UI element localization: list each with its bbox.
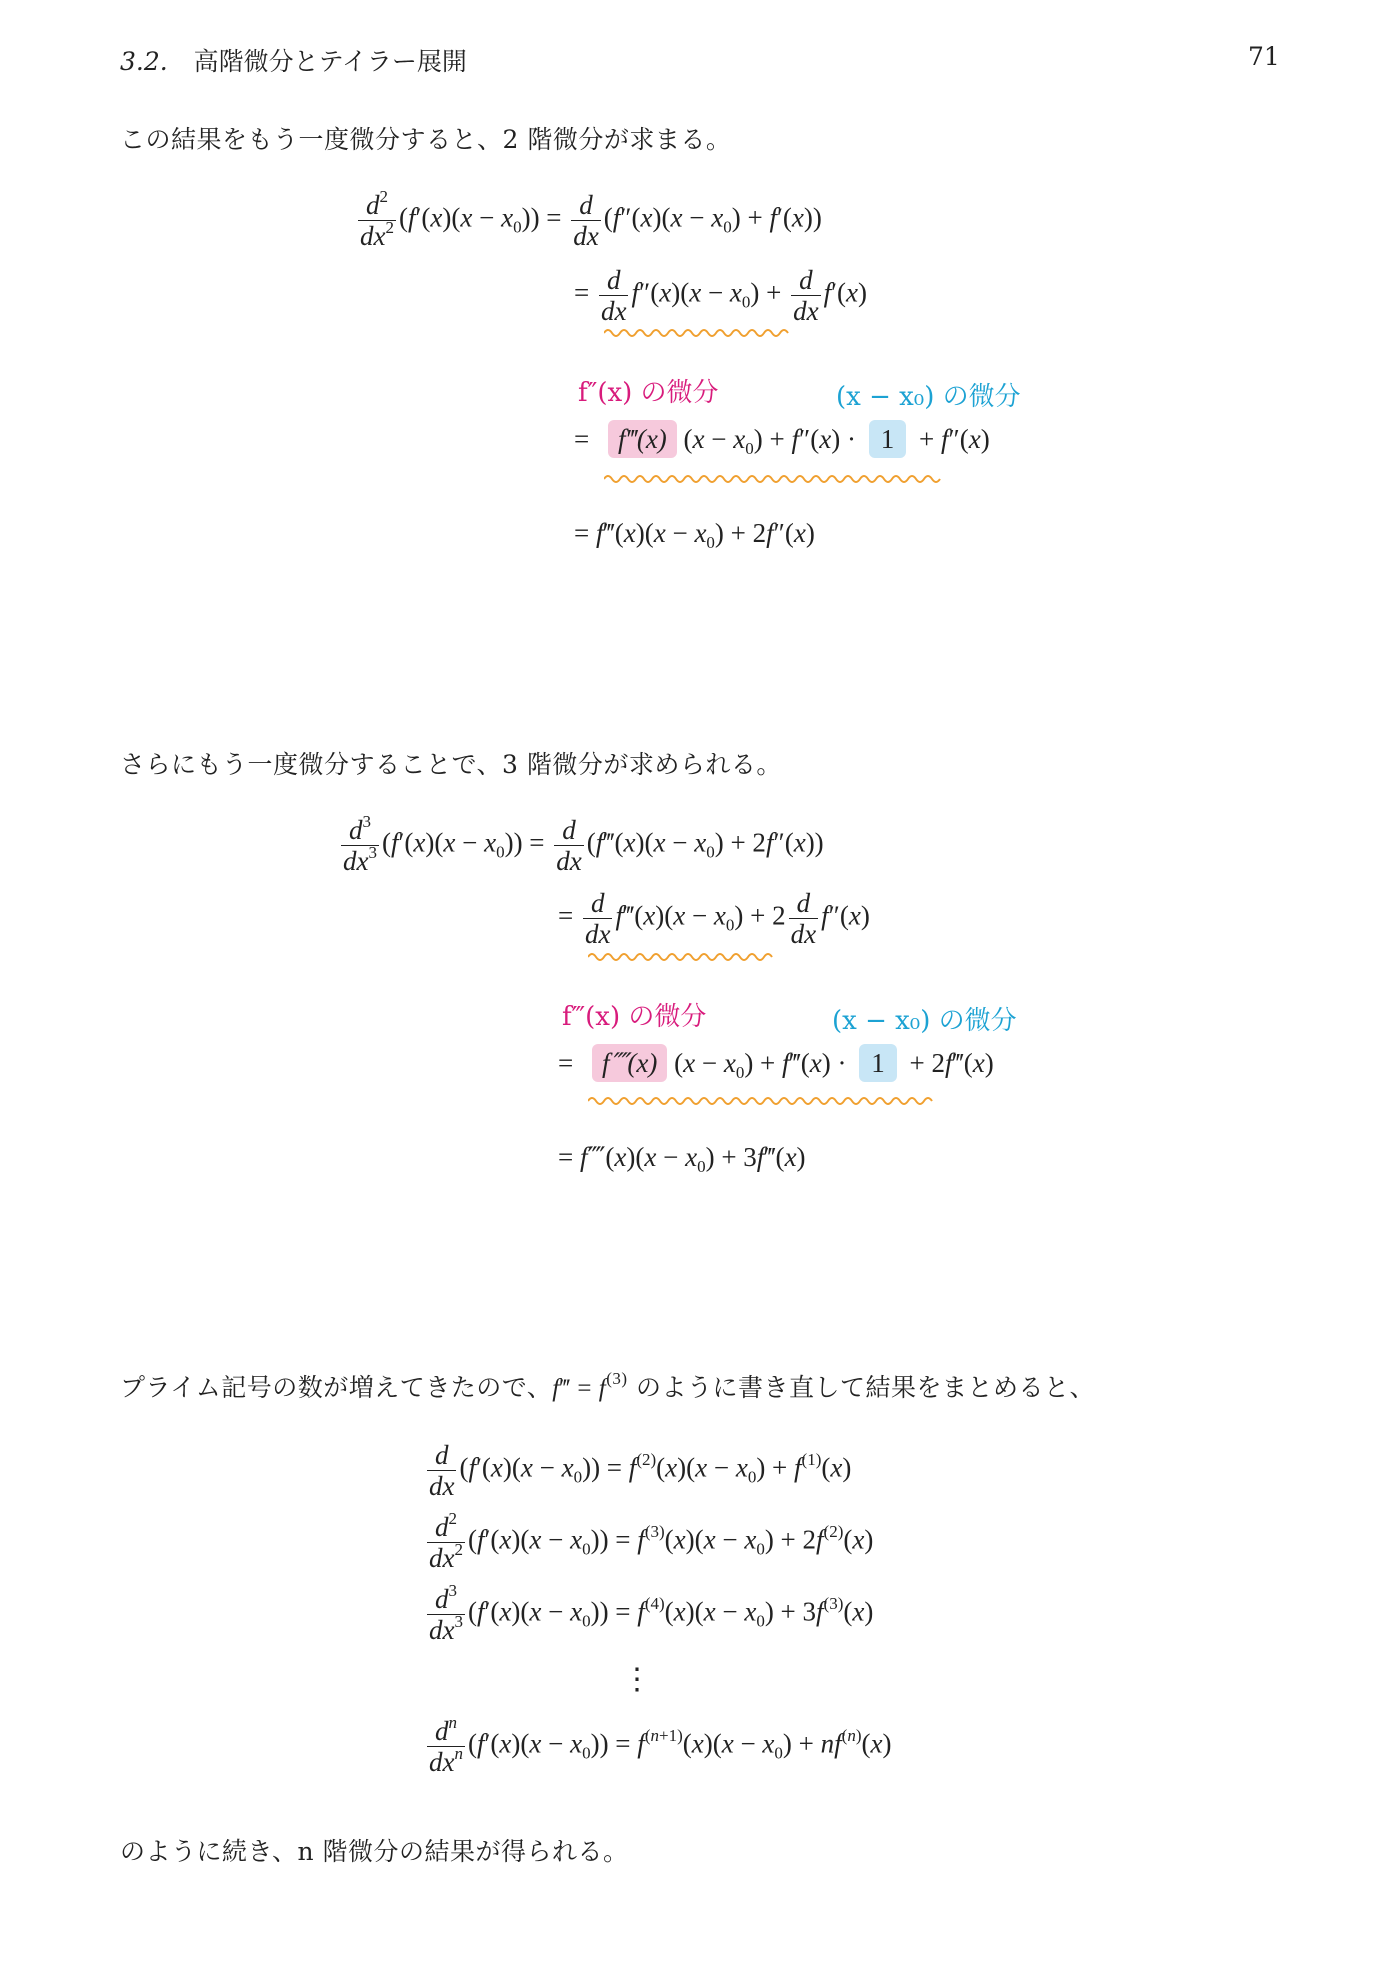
- equation-block-2: $\frac{d^3}{dx^3}$ $(f'(x)(x - x_0))$ = $\frac{d}{dx}$ (f‴(x)(x − $x_0) + 2f''(x)$): [343, 812, 824, 876]
- equation-line-1c: = f‴(x) $(x - x_0) + f''(x) \cdot 1 + f''(x)$: [574, 424, 990, 455]
- equation-block-1: $\frac{d^2}{dx^2}$ $(f'(x)(x - x_0))$ = $\frac{d}{dx}$ $(f''(x)(x - x_0) + f'(x))$: [360, 187, 822, 251]
- summary-row-1: $\frac{d}{dx}$ $(f'(x)(x - x_0)) = f^{(2)}(x)(x - x_0) + f^{(1)}(x)$: [429, 1440, 852, 1501]
- annotation-blue-1: (x − x₀) の微分: [836, 382, 1021, 412]
- equation-line-2d: = f⁗(x)(x − $x_0$) + 3f‴(x): [558, 1142, 806, 1176]
- summary-row-n: $\frac{d^n}{dx^n}$ $(f'(x)(x - x_0)) = f^{(n+1)}(x)(x - x_0) + nf^{(n)}(x)$: [429, 1713, 892, 1777]
- equation-line-1d: = f‴(x)(x − $x_0) + 2f''(x)$: [574, 518, 815, 552]
- highlight-pink-2: f⁗(x): [592, 1044, 667, 1082]
- annotation-blue-2: (x − x₀) の微分: [832, 1006, 1017, 1036]
- page-number: 71: [1248, 42, 1280, 71]
- summary-row-3: $\frac{d^3}{dx^3}$ $(f'(x)(x - x_0)) = f^{(4)}(x)(x - x_0) + 3f^{(3)}(x)$: [429, 1581, 874, 1645]
- section-title: 高階微分とテイラー展開: [193, 47, 467, 76]
- highlight-blue-1: 1: [869, 420, 907, 458]
- summary-row-2: $\frac{d^2}{dx^2}$ $(f'(x)(x - x_0)) = f^{(3)}(x)(x - x_0) + 2f^{(2)}(x)$: [429, 1509, 874, 1573]
- highlight-blue-2: 1: [859, 1044, 897, 1082]
- wavy-underline: [588, 1094, 938, 1108]
- paragraph-4: のように続き、n 階微分の結果が得られる。: [120, 1837, 629, 1866]
- paragraph-3-after: のように書き直して結果をまとめると、: [627, 1373, 1095, 1402]
- wavy-underline: [588, 950, 778, 964]
- section-number: 3.2.: [120, 47, 168, 76]
- equation-line-2b: = $\frac{d}{dx}$ f‴(x)(x − $x_0) + 2$ $\frac{d}{dx}$ f″(x): [558, 888, 870, 949]
- equation-line-1b: = $\frac{d}{dx}$ $f''(x)(x - x_0)$ + $\frac{d}{dx}$ f′(x): [574, 265, 868, 326]
- paragraph-3: [120, 1368, 1095, 1404]
- equation-line-2c: = f⁗(x) $(x - x_0)$ + f‴(x) · 1 + 2f‴(x): [558, 1048, 994, 1079]
- annotation-pink-1: f″(x) の微分: [578, 378, 719, 408]
- highlight-pink-1: f‴(x): [608, 420, 677, 458]
- paragraph-2: さらにもう一度微分することで、3 階微分が求められる。: [120, 750, 782, 779]
- paragraph-3-before: プライム記号の数が増えてきたので、: [120, 1373, 553, 1402]
- annotation-pink-2: f‴(x) の微分: [562, 1002, 707, 1032]
- paragraph-1: この結果をもう一度微分すると、2 階微分が求まる。: [120, 125, 732, 154]
- running-header: [120, 42, 467, 78]
- wavy-underline: [604, 472, 944, 486]
- inline-math: f‴ = $f^{(3)}$: [552, 1369, 628, 1402]
- vertical-ellipsis: ⋮: [622, 1663, 652, 1696]
- wavy-underline: [604, 326, 794, 340]
